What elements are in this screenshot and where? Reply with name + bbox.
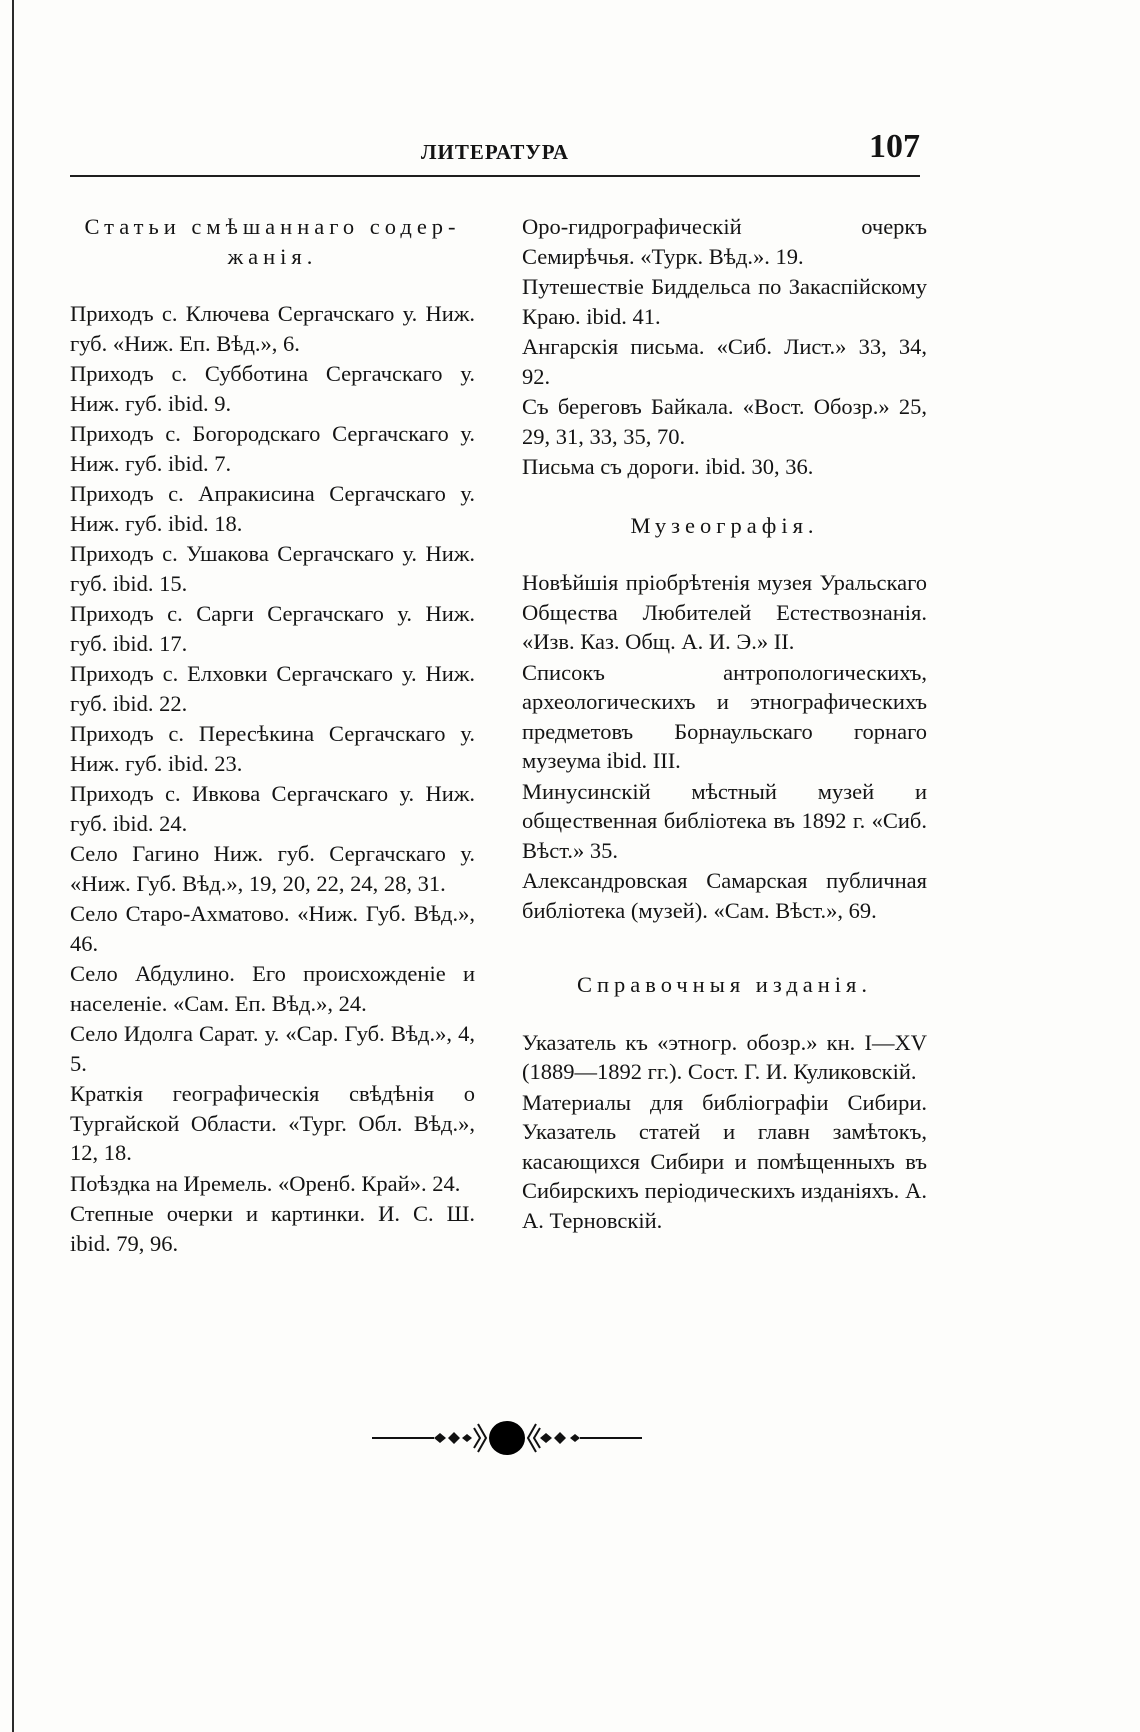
list-item: Письма съ дороги. ibid. 30, 36. [522, 454, 814, 479]
list-item: Краткія географическія свѣдѣнія о Тургайской Области. «Тург. Обл. Вѣд.», 12, 18. [70, 1081, 475, 1165]
list-item: Путешествіе Биддельса по Закаспійскому Краю. ibid. 41. [522, 274, 927, 329]
list-item: Александровская Самарская публичная библіотека (музей). «Сам. Вѣст.», 69. [522, 868, 927, 923]
list-item: Село Старо-Ахматово. «Ниж. Губ. Вѣд.», 46. [70, 901, 475, 956]
section-title-mixed: Статьи смѣшаннаго содер-жанія. [84, 214, 461, 269]
header-rule [70, 175, 920, 177]
list-item: Село Абдулино. Его происхожденіе и населеніе. «Сам. Еп. Вѣд.», 24. [70, 961, 475, 1016]
list-item: Указатель къ «этногр. обозр.» кн. I—XV (1889—1892 гг.). Сост. Г. И. Куликовскій. [522, 1029, 927, 1084]
list-item: Приходъ с. Ключева Сергачскаго у. Ниж. губ. «Ниж. Еп. Вѣд.», 6. [70, 301, 475, 356]
left-column [70, 212, 475, 1259]
list-item: Поѣздка на Иремель. «Оренб. Край». 24. [70, 1170, 461, 1196]
list-item: Село Идолга Сарат. у. «Сар. Губ. Вѣд.», 4, 5. [70, 1021, 475, 1076]
list-item: Материалы для библіографіи Сибири. Указатель статей и главн замѣтокъ, касающихся Сибири и помѣщенныхъ въ Сибирскихъ періодическихъ изданіяхъ. А. А. Терновскій. [522, 1089, 927, 1233]
section-title-museography: Музеографія. [630, 512, 819, 538]
list-item: Приходъ с. Апракисина Сергачскаго у. Ниж. губ. ibid. 18. [70, 481, 475, 536]
entry-list-museography [522, 568, 927, 925]
list-item: Минусинскій мѣстный музей и общественная библіотека въ 1892 г. «Сиб. Вѣст.» 35. [522, 778, 927, 863]
list-item: Приходъ с. Сарги Сергачскаго у. Ниж. губ. ibid. 17. [70, 601, 475, 656]
list-item: Село Гагино Ниж. губ. Сергачскаго у. «Ниж. Губ. Вѣд.», 19, 20, 22, 24, 28, 31. [70, 841, 475, 896]
page-header [70, 128, 920, 168]
list-item: Оро-гидрографическій очеркъ Семирѣчья. «Турк. Вѣд.». 19. [522, 214, 927, 269]
entry-list-right-top [522, 212, 927, 482]
right-column [522, 212, 927, 1236]
list-item: Съ береговъ Байкала. «Вост. Обозр.» 25, 29, 31, 33, 35, 70. [522, 394, 927, 449]
entry-list-reference [522, 1028, 927, 1236]
list-item: Списокъ антропологическихъ, археологическихъ и этнографическихъ предметовъ Борнаульскаго горнаго музеума ibid. III. [522, 659, 927, 773]
entry-list-left [70, 299, 475, 1258]
list-item: Приходъ с. Субботина Сергачскаго у. Ниж. губ. ibid. 9. [70, 361, 475, 416]
list-item: Приходъ с. Пересѣкина Сергачскаго у. Ниж. губ. ibid. 23. [70, 721, 475, 776]
list-item: Новѣйшія пріобрѣтенія музея Уральскаго Общества Любителей Естествознанія. «Изв. Каз. Общ. А. И. Э.» II. [522, 570, 927, 654]
end-ornament-icon [372, 1418, 642, 1458]
page-number: 107 [869, 128, 920, 165]
list-item: Приходъ с. Ушакова Сергачскаго у. Ниж. губ. ibid. 15. [70, 541, 475, 596]
list-item: Приходъ с. Богородскаго Сергачскаго у. Ниж. губ. ibid. 7. [70, 421, 475, 476]
list-item: Приходъ с. Елховки Сергачскаго у. Ниж. губ. ibid. 22. [70, 661, 475, 716]
section-title-reference: Справочныя изданія. [576, 972, 873, 997]
list-item: Степные очерки и картинки. И. С. Ш. ibid. 79, 96. [70, 1201, 475, 1256]
list-item: Приходъ с. Ивкова Сергачскаго у. Ниж. губ. ibid. 24. [70, 781, 475, 836]
list-item: Ангарскія письма. «Сиб. Лист.» 33, 34, 92. [522, 334, 927, 389]
running-title: ЛИТЕРАТУРА [420, 140, 570, 164]
